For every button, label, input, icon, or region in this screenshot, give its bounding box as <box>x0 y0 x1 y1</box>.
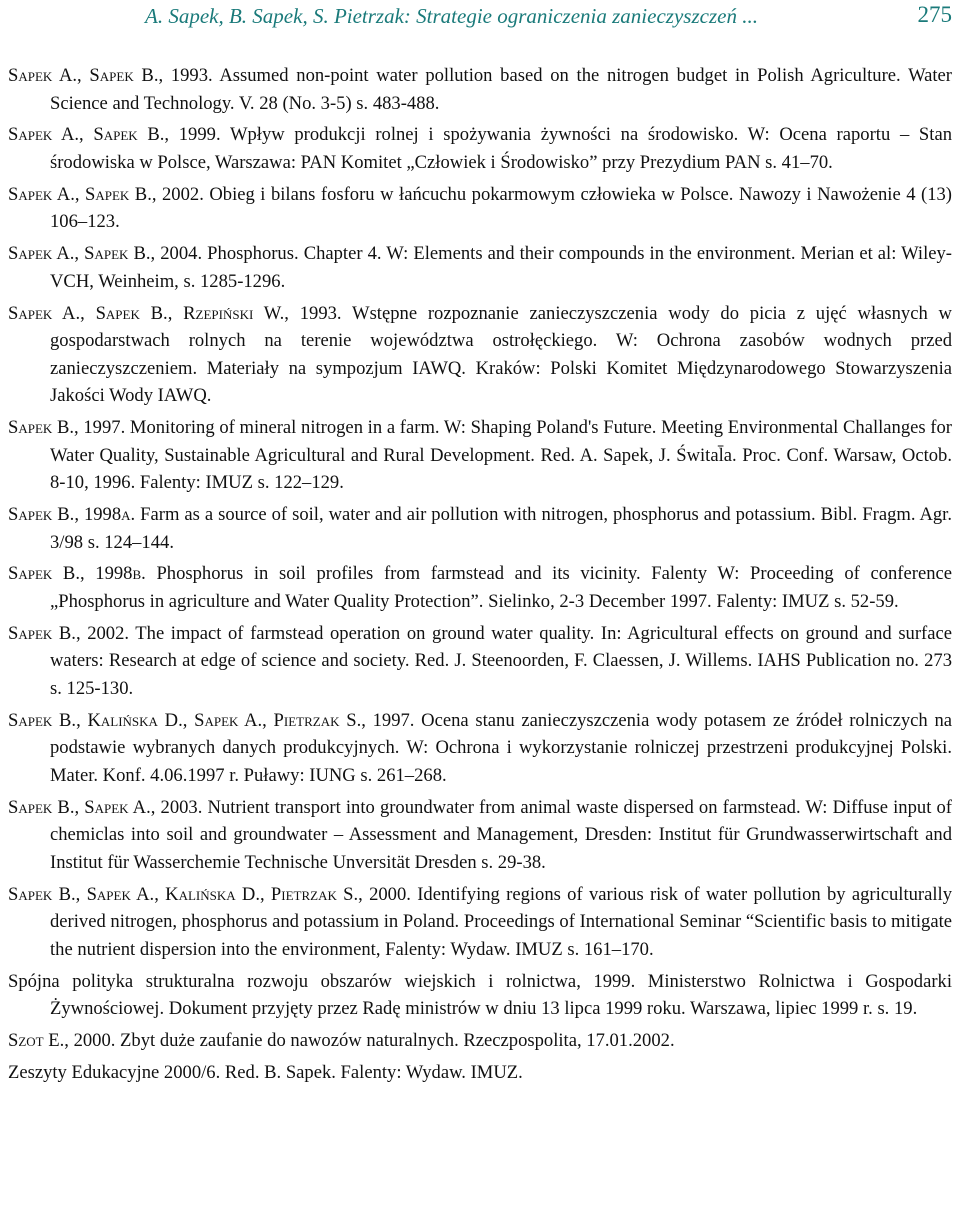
reference-item <box>8 620 952 703</box>
reference-item <box>8 121 952 176</box>
reference-authors: Sapek A., Sapek B., 1993. <box>8 65 213 86</box>
page-number: 275 <box>917 2 952 27</box>
reference-item <box>8 62 952 117</box>
reference-authors: Sapek B., 1997. <box>8 417 126 439</box>
reference-item <box>8 181 952 236</box>
reference-authors: Sapek A., Sapek B., Rzepiński W., 1993. <box>8 302 342 324</box>
reference-authors: Sapek B., Sapek A., Kalińska D., Pietrzak S., 2000. <box>8 883 411 905</box>
reference-text: Identifying regions of various risk of water pollution by agriculturally derived nitrogen, phosphorus and potassium in Poland. Proceedings of International Seminar “Scientific basis to mitigate the nutrient dispersion into the environment, Falenty: Wydaw. IMUZ s. 161–170. <box>50 883 953 960</box>
reference-item <box>8 501 952 556</box>
reference-item <box>8 560 952 615</box>
reference-item <box>8 1027 952 1055</box>
reference-authors: Szot E., 2000. <box>8 1030 116 1052</box>
reference-item <box>8 300 952 410</box>
reference-authors: Sapek B., Sapek A., 2003. <box>8 796 203 818</box>
reference-item <box>8 881 952 964</box>
reference-text: Farm as a source of soil, water and air pollution with nitrogen, phosphorus and potassium. Bibl. Fragm. Agr. 3/98 s. 124–144. <box>50 504 952 553</box>
reference-authors: Sapek A., Sapek B., 2002. <box>8 183 204 205</box>
reference-authors: Sapek A., Sapek B., 1999. <box>8 124 221 146</box>
reference-text: Obieg i bilans fosforu w łańcuchu pokarmowym człowieka w Polsce. Nawozy i Nawożenie 4 (13) 106–123. <box>50 183 953 233</box>
page-header <box>0 0 960 40</box>
reference-item <box>8 1059 952 1087</box>
reference-text: Assumed non-point water pollution based on the nitrogen budget in Polish Agriculture. Water Science and Technology. V. 28 (No. 3-5) s. 483-488. <box>50 65 952 114</box>
reference-item <box>8 707 952 790</box>
reference-item <box>8 968 952 1023</box>
reference-text: Ocena stanu zanieczyszczenia wody potasem ze źródeł rolniczych na podstawie wybranych danych produkcyjnych. W: Ochrona i wykorzystanie rolniczej przestrzeni produkcyjnej Polski. Mater. Konf. 4.06.1997 r. Puławy: IUNG s. 261–268. <box>50 709 952 786</box>
reference-text: Wstępne rozpoznanie zanieczyszczenia wody do picia z ujęć własnych w gospodarstwach rolnych na terenie województwa ostrołęckiego. W: Ochrona zasobów wodnych przed zanieczyszczeniem. Materiały na sympozjum IAWQ. Kraków: Polski Komitet Międzynarodowego Stowarzyszenia Jakości Wody IAWQ. <box>50 302 952 407</box>
reference-item <box>8 414 952 497</box>
reference-text: The impact of farmstead operation on ground water quality. In: Agricultural effects on ground and surface waters: Research at edge of science and society. Red. J. Steenoorden, F. Claessen, J. Willems. IAHS Publication no. 273 s. 125-130. <box>50 622 952 699</box>
reference-text: Nutrient transport into groundwater from animal waste dispersed on farmstead. W: Diffuse input of chemiclas into soil and groundwater – Assessment and Management, Dresden: Institut für Grundwasserwirtschaft and Institut für Wasserchemie Technische Unversität Dresden s. 29-38. <box>50 796 952 873</box>
reference-list <box>8 62 952 1091</box>
reference-text: Phosphorus. Chapter 4. W: Elements and their compounds in the environment. Merian et al: Wiley-VCH, Weinheim, s. 1285-1296. <box>50 243 953 292</box>
running-head: A. Sapek, B. Sapek, S. Pietrzak: Strategie ograniczenia zanieczyszczeń ... <box>145 4 758 28</box>
reference-item <box>8 240 952 295</box>
reference-authors: Sapek A., Sapek B., 2004. <box>8 243 203 265</box>
reference-text: Spójna polityka strukturalna rozwoju obszarów wiejskich i rolnictwa, 1999. Ministerstwo Rolnictwa i Gospodarki Żywnościowej. Dokument przyjęty przez Radę ministrów w dniu 13 lipca 1999 roku. Warszawa, lipiec 1999 r. s. 19. <box>8 970 952 1020</box>
reference-text: Monitoring of mineral nitrogen in a farm. W: Shaping Poland's Future. Meeting Environmental Challanges for Water Quality, Sustainable Agricultural and Rural Development. Red. A. Sapek, J. Śwital̄a. Proc. Conf. Warsaw, Octob. 8-10, 1996. Falenty: IMUZ s. 122–129. <box>50 417 952 494</box>
reference-authors: Sapek B., 2002. <box>8 622 130 644</box>
reference-text: Zeszyty Edukacyjne 2000/6. Red. B. Sapek. Falenty: Wydaw. IMUZ. <box>8 1061 523 1083</box>
reference-text: Wpływ produkcji rolnej i spożywania żywności na środowisko. W: Ocena raportu – Stan środowiska w Polsce, Warszawa: PAN Komitet „Człowiek i Środowisko” przy Prezydium PAN s. 41–70. <box>50 124 952 173</box>
reference-text: Phosphorus in soil profiles from farmstead and its vicinity. Falenty W: Proceeding of conference „Phosphorus in agriculture and Water Quality Protection”. Sielinko, 2-3 December 1997. Falenty: IMUZ s. 52-59. <box>50 563 953 612</box>
reference-authors: Sapek B., Kalińska D., Sapek A., Pietrzak S., 1997. <box>8 709 415 731</box>
reference-authors: Sapek B., 1998a. <box>8 504 136 526</box>
reference-item <box>8 794 952 877</box>
reference-text: Zbyt duże zaufanie do nawozów naturalnych. Rzeczpospolita, 17.01.2002. <box>115 1030 675 1052</box>
reference-authors: Sapek B., 1998b. <box>8 563 146 585</box>
